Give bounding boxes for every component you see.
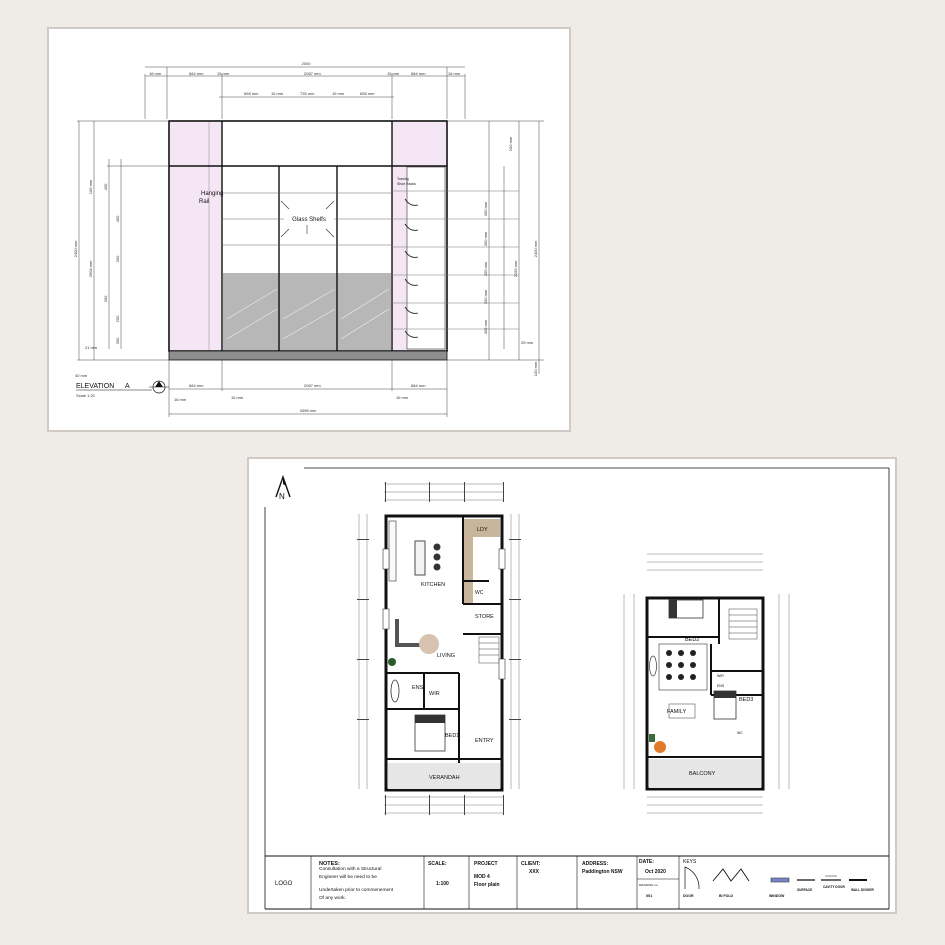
label-hanging-rail-2: Rail bbox=[199, 199, 210, 205]
room-living: LIVING bbox=[437, 653, 456, 659]
dim-bottom-overall: 3398 mm bbox=[299, 408, 317, 413]
kitchen-bench bbox=[389, 521, 396, 581]
dim-left-6: 300 bbox=[115, 255, 120, 263]
room-bed3: BED3 bbox=[739, 697, 754, 703]
dim-right-10: 100 mm bbox=[533, 361, 538, 377]
dim-right-2: 300 mm bbox=[483, 201, 488, 217]
section-marker-icon bbox=[149, 381, 169, 393]
dim-c2-top: 15 mm bbox=[387, 71, 400, 76]
key-window: WINDOW bbox=[769, 894, 785, 898]
room-ldy: LDY bbox=[477, 527, 488, 533]
notes-line1: Consultation with a Structural bbox=[319, 867, 382, 872]
upper-stair bbox=[729, 609, 757, 639]
drawing-value: 001 bbox=[646, 894, 653, 898]
key-wall-divider: WALL DIVIDER bbox=[851, 888, 874, 892]
dim-left-1: 2400 mm bbox=[73, 240, 78, 258]
label-hanging-rail-1: Hanging bbox=[201, 191, 224, 197]
dim-right-9: 25 mm bbox=[521, 340, 534, 345]
room-entry: ENTRY bbox=[475, 738, 494, 744]
bathroom-tiles bbox=[666, 650, 696, 680]
dim-right-4: 300 mm bbox=[483, 261, 488, 277]
dim-left-top: 684 mm bbox=[189, 71, 204, 76]
key-bifold: BI FOLD bbox=[719, 894, 733, 898]
left-pink-panel bbox=[170, 122, 222, 350]
room-verandah: VERANDAH bbox=[429, 775, 460, 781]
project-value1: MOD 4 bbox=[474, 874, 490, 880]
dim-right-8: 2156 mm bbox=[513, 260, 518, 278]
drawing-heading: DRAWING no. bbox=[639, 883, 659, 887]
dim-inner-2: 15 mm bbox=[271, 91, 284, 96]
dim-inner-4: 15 mm bbox=[332, 91, 345, 96]
key-surface: SURFACE bbox=[797, 888, 813, 892]
window-key-icon bbox=[771, 878, 789, 882]
room-bed2: BED2 bbox=[685, 637, 700, 643]
label-shoe-racks: Shoe Racks bbox=[397, 182, 416, 186]
dim-right-1: 200 mm bbox=[508, 136, 513, 152]
address-heading: ADDRESS: bbox=[582, 861, 609, 867]
orange-chair bbox=[654, 741, 666, 753]
elevation-title-letter: A bbox=[125, 383, 130, 390]
room-balcony: BALCONY bbox=[689, 771, 716, 777]
cavity-door-key-icon bbox=[821, 876, 841, 880]
plant bbox=[388, 658, 396, 666]
notes-heading: NOTES: bbox=[319, 861, 340, 867]
dim-inner-1: 658 mm bbox=[244, 91, 259, 96]
floorplan-sheet bbox=[247, 457, 897, 914]
dim-bottom-c2: 16 mm bbox=[396, 395, 409, 400]
left-dimensions bbox=[77, 121, 169, 360]
dim-left-4: 430 bbox=[103, 183, 108, 191]
bath bbox=[391, 680, 399, 702]
dim-bottom-c1: 15 mm bbox=[231, 395, 244, 400]
dim-right-5: 300 mm bbox=[483, 289, 488, 305]
label-glass-shelfs: Glass Shelfs bbox=[292, 217, 326, 223]
right-dimensions bbox=[447, 121, 544, 377]
shoe-rack-bay bbox=[407, 167, 445, 349]
dim-right-3: 300 mm bbox=[483, 231, 488, 247]
dim-edge-r: 16 mm bbox=[448, 71, 461, 76]
notes-line4: Of any work. bbox=[319, 896, 346, 901]
dim-left-3: 109 mm bbox=[88, 179, 93, 195]
label-ens-upper: ENS bbox=[717, 684, 725, 688]
client-value: XXX bbox=[529, 869, 540, 875]
room-kitchen: KITCHEN bbox=[421, 582, 446, 588]
rug bbox=[419, 634, 439, 654]
north-label: N bbox=[279, 492, 285, 501]
dim-left-9: 300 bbox=[115, 337, 120, 345]
upper-floor-plan bbox=[624, 554, 789, 813]
dim-left-11: 21 mm bbox=[85, 345, 98, 350]
dim-right-6: 408 mm bbox=[483, 319, 488, 335]
notes-line2: Engineer will be need to be bbox=[319, 875, 377, 880]
stair bbox=[479, 637, 499, 663]
title-block bbox=[265, 856, 889, 909]
upper-plant bbox=[649, 734, 655, 742]
door-key-icon bbox=[685, 867, 699, 889]
dim-bottom-edge: 16 mm bbox=[174, 397, 187, 402]
dim-left-5: 400 bbox=[115, 215, 120, 223]
label-wir-upper: WIR bbox=[717, 674, 724, 678]
elevation-drawing bbox=[49, 29, 573, 434]
keys-heading: KEYS bbox=[683, 859, 697, 865]
key-cavity-door: CAVITY DOOR bbox=[823, 885, 845, 889]
mirror-doors bbox=[223, 273, 391, 350]
label-turning: Turning bbox=[397, 177, 409, 181]
dim-left-10: 40 mm bbox=[75, 373, 88, 378]
room-bed1: BED1 bbox=[445, 733, 460, 739]
room-family: FAMILY bbox=[667, 709, 687, 715]
kitchen-island bbox=[415, 541, 425, 575]
logo-text: LOGO bbox=[275, 881, 293, 887]
dim-center-top: 2067 mm bbox=[304, 71, 321, 76]
bar-stools bbox=[434, 544, 441, 571]
scale-value: 1:100 bbox=[436, 881, 449, 887]
address-value: Paddington NSW bbox=[582, 869, 623, 875]
project-heading: PROJECT bbox=[474, 861, 498, 867]
bed2-pillows bbox=[669, 600, 677, 618]
bed1-pillows bbox=[415, 715, 445, 723]
dim-c1-top: 15 mm bbox=[217, 71, 230, 76]
bifold-key-icon bbox=[713, 869, 749, 881]
ground-floor-plan bbox=[357, 482, 521, 815]
label-hanging-rail bbox=[201, 191, 223, 197]
dim-edge-l: 16 mm bbox=[149, 71, 162, 76]
upper-bath bbox=[650, 656, 657, 676]
dim-overall-top: 2000 bbox=[301, 61, 311, 66]
bed3-pillows bbox=[714, 691, 736, 698]
date-value: Oct 2020 bbox=[645, 869, 666, 875]
room-store: STORE bbox=[475, 614, 494, 620]
laundry-floor bbox=[463, 519, 473, 603]
key-door: DOOR bbox=[683, 894, 694, 898]
client-heading: CLIENT: bbox=[521, 861, 541, 867]
dim-bottom-right: 684 mm bbox=[411, 383, 426, 388]
room-ens: ENS bbox=[412, 685, 424, 691]
room-wc: WC bbox=[475, 590, 484, 596]
label-wc-upper: WC bbox=[737, 731, 743, 735]
floorplan-drawing bbox=[249, 459, 899, 916]
dim-right-7: 2400 mm bbox=[533, 240, 538, 258]
room-wir: WIR bbox=[429, 691, 440, 697]
dim-left-2: 2604 mm bbox=[88, 260, 93, 278]
scale-heading: SCALE: bbox=[428, 861, 447, 867]
date-heading: DATE: bbox=[639, 859, 654, 865]
project-value2: Floor plain bbox=[474, 882, 500, 888]
elevation-sheet bbox=[47, 27, 571, 432]
dim-inner-5: 658 mm bbox=[360, 91, 375, 96]
dim-inner-3: 735 mm bbox=[300, 91, 315, 96]
elevation-scale: Scale 1:20 bbox=[76, 393, 95, 398]
dim-bottom-left: 684 mm bbox=[189, 383, 204, 388]
elevation-title: ELEVATION bbox=[76, 383, 115, 390]
plinth bbox=[169, 351, 447, 360]
notes-line3: Undertaken prior to commenement bbox=[319, 888, 394, 893]
dim-right-top: 684 mm bbox=[411, 71, 426, 76]
dim-left-8: 200 bbox=[115, 315, 120, 323]
dim-left-7: 300 bbox=[103, 295, 108, 303]
dim-bottom-center: 2067 mm bbox=[304, 383, 321, 388]
